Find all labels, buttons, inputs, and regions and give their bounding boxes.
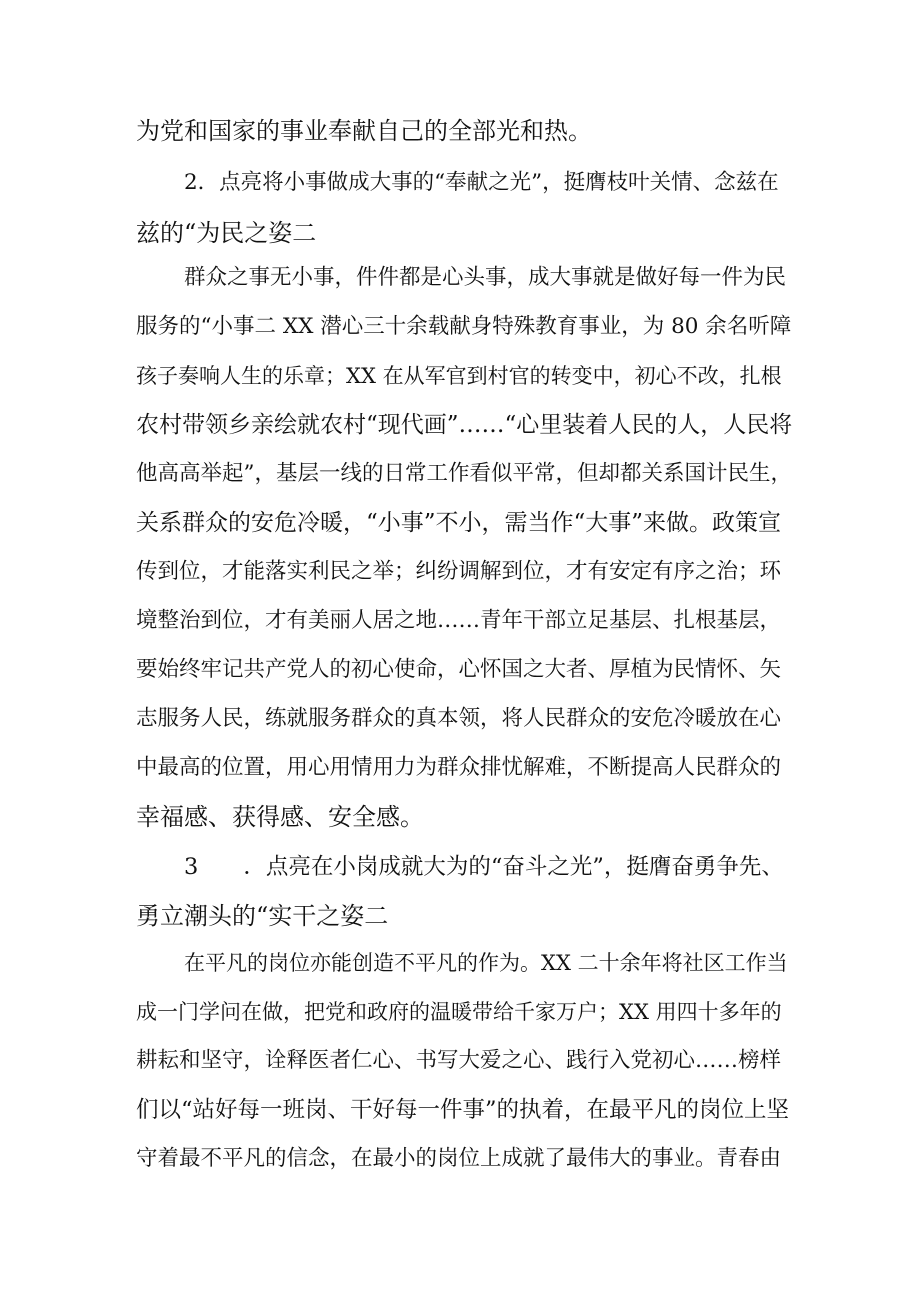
- text-line: 守着最不平凡的信念，在最小的岗位上成就了最伟大的事业。青春由: [136, 1146, 782, 1171]
- text-line: 群众之事无小事，件件都是心头事，成大事就是做好每一件为民: [184, 265, 787, 290]
- text-line: 农村带领乡亲绘就农村“现代画”……“心里装着人民的人，人民将: [136, 412, 793, 438]
- text-line: 耕耘和坚守，诠释医者仁心、书写大爱之心、践行入党初心……榜样: [136, 1048, 782, 1073]
- text-line: 关系群众的安危冷暖，“小事”不小，需当作“大事”来做。政策宣: [136, 510, 782, 536]
- text-line: 幸福感、获得感、安全感。: [136, 803, 424, 831]
- text-line: 在平凡的岗位亦能创造不平凡的作为。XX 二十余年将社区工作当: [184, 951, 788, 975]
- text-line: 要始终牢记共产党人的初心使命，心怀国之大者、厚植为民情怀、矢: [136, 657, 782, 682]
- text-line: 们以“站好每一班岗、干好每一件事”的执着，在最平凡的岗位上坚: [136, 1097, 790, 1123]
- text-line: 成一门学问在做，把党和政府的温暖带给千家万户；XX 用四十多年的: [136, 1000, 782, 1024]
- section-heading-2-cont: 兹的“为民之姿二: [136, 219, 317, 247]
- text-line: 孩子奏响人生的乐章；XX 在从军官到村官的转变中，初心不改，扎根: [136, 364, 782, 388]
- text-line: 境整治到位，才有美丽人居之地……青年干部立足基层、扎根基层，: [136, 608, 782, 633]
- text-line: 为党和国家的事业奉献自己的全部光和热。: [136, 117, 592, 145]
- text-line: 志服务人民，练就服务群众的真本领，将人民群众的安危冷暖放在心: [136, 706, 782, 731]
- text-line: 服务的“小事二 XX 潜心三十余载献身特殊教育事业，为 80 余名听障: [136, 314, 792, 339]
- section-heading-3-cont: 勇立潮头的“实干之姿二: [136, 902, 389, 930]
- text-line: 传到位，才能落实利民之举；纠纷调解到位，才有安定有序之治；环: [136, 559, 782, 584]
- section-heading-2: 2．点亮将小事做成大事的“奉献之光”，挺膺枝叶关情、念兹在: [184, 170, 779, 195]
- text-line: 中最高的位置，用心用情用力为群众排忧解难，不断提高人民群众的: [136, 755, 782, 780]
- section-heading-3: 3 ．点亮在小岗成就大为的“奋斗之光”，挺膺奋勇争先、: [184, 854, 784, 880]
- text-line: 他高高举起”，基层一线的日常工作看似平常，但却都关系国计民生，: [136, 461, 792, 486]
